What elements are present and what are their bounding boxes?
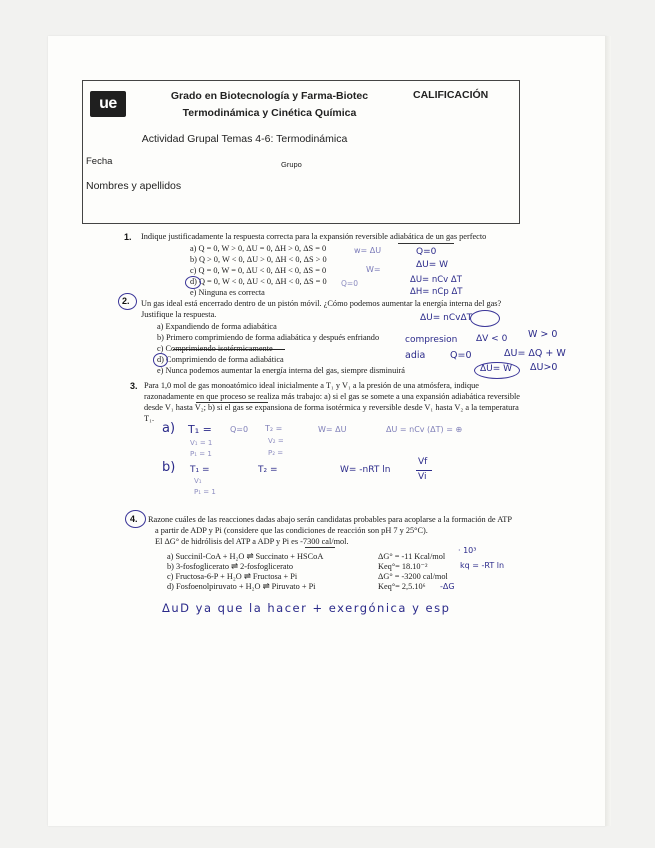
q2-hw-4: W > 0 — [528, 329, 558, 340]
q4-line1: Razone cuáles de las reacciones dadas abajo serán candidatas probables para acoplarse a la formación de ATP — [148, 515, 512, 524]
q1-hw-4: W= — [366, 265, 381, 274]
q1-option-b: b) Q > 0, W < 0, ΔU > 0, ΔH < 0, ΔS > 0 — [190, 255, 327, 264]
date-label: Fecha — [86, 156, 113, 167]
q1-hw-7: Q=0 — [341, 279, 358, 288]
q4-value-a: ΔG° = -11 Kcal/mol — [378, 552, 446, 561]
activity-cell — [83, 127, 406, 153]
q2-hw-6: Q=0 — [450, 350, 472, 361]
q3-hw-bw: W= -nRT ln — [340, 465, 391, 475]
q2-option-e: e) Nunca podemos aumentar la energía interna del gas, siempre disminuirá — [157, 366, 405, 375]
q1-option-c: c) Q = 0, W = 0, ΔU < 0, ΔH < 0, ΔS = 0 — [190, 266, 327, 275]
q4-hw-answer: ΔuD ya que la hacer + exergónica y esp — [162, 601, 451, 615]
q3-hw-t1: T₁ = — [188, 423, 212, 436]
q3-hw-t2: T₂ = — [265, 424, 283, 433]
q4-hw-3: -ΔG — [440, 582, 455, 591]
q2-hw-1: ΔU= nCvΔT — [420, 313, 473, 323]
q3-hw-du: ΔU = nCv (ΔT) = ⊕ — [386, 425, 463, 434]
q1-hw-5: ΔU= nCv ΔT — [410, 275, 462, 285]
q4-line2: a partir de ADP y Pi (considere que las condiciones de reacción son pH 7 y 25°C). — [155, 526, 428, 535]
q4-reaction-b: b) 3-fosfoglicerato ⇌ 2-fosfoglicerato — [167, 562, 294, 571]
q2-option-c: c) Comprimiendo isotérmicamente — [157, 344, 273, 353]
q1-hw-3: ΔU= W — [416, 260, 449, 270]
q3-hw-vi: Vi — [418, 472, 427, 482]
q2-text-line2: Justifique la respuesta. — [141, 310, 217, 319]
q1-option-d: d) Q = 0, W < 0, ΔU < 0, ΔH < 0, ΔS = 0 — [190, 277, 327, 286]
q3-hw-q0: Q=0 — [230, 425, 249, 434]
q3-hw-a: a) — [162, 421, 176, 436]
logo-cell — [83, 81, 133, 127]
q3-line3: desde V₁ hasta V₂; b) si el gas se expansiona de forma isotérmica y reversible desde V₁ hasta V₂ a la temperatura — [144, 403, 519, 412]
grade-label: CALIFICACIÓN — [413, 89, 489, 101]
names-label: Nombres y apellidos — [86, 180, 182, 192]
q3-hw-bt1: T₁ = — [190, 465, 210, 475]
course-title: Termodinámica y Cinética Química — [182, 107, 357, 119]
q4-hw-2: kq = -RT ln — [460, 561, 505, 570]
q3-hw-p2: P₂ = — [268, 449, 284, 457]
q2-hw-circle — [470, 310, 500, 327]
q2-option-d: d) Comprimiendo de forma adiabática — [157, 355, 284, 364]
q1-option-a: a) Q = 0, W > 0, ΔU = 0, ΔH > 0, ΔS = 0 — [190, 244, 327, 253]
q1-option-e: e) Ninguna es correcta — [190, 288, 265, 297]
activity-title: Actividad Grupal Temas 4-6: Termodinámica — [141, 133, 348, 145]
q2-hw-7: ΔU= ΔQ + W — [504, 348, 566, 359]
q4-hw-1: · 10³ — [458, 546, 477, 555]
q2-hw-3: ΔV < 0 — [476, 334, 508, 344]
q3-hw-b: b) — [162, 460, 176, 475]
q1-text: Indique justificadamente la respuesta correcta para la expansión reversible adiabática de un gas perfecto — [141, 232, 487, 241]
q3-hw-v2: V₂ = — [268, 437, 284, 445]
q4-reaction-d: d) Fosfoenolpiruvato + H₂O ⇌ Piruvato + Pi — [167, 582, 316, 591]
q1-underline — [398, 243, 454, 244]
q4-underline — [305, 547, 335, 548]
q3-hw-bt2: T₂ = — [258, 465, 278, 475]
q2-hw-2: compresion — [405, 335, 458, 345]
q2-hw-8: ΔU= W — [480, 364, 513, 374]
q1-number: 1. — [124, 232, 132, 242]
q4-value-d: Keq°= 2,5.10⁶ — [378, 582, 426, 591]
q2-text-line1: Un gas ideal está encerrado dentro de un pistón móvil. ¿Cómo podemos aumentar la energía interna del gas? — [141, 299, 502, 308]
university-logo: ue — [90, 91, 126, 117]
q3-line4: T₁. — [144, 414, 155, 423]
q3-hw-w: W= ΔU — [318, 425, 347, 434]
date-cell — [83, 153, 278, 174]
group-cell — [278, 153, 521, 174]
q2-option-c-strike — [173, 349, 285, 350]
degree-title: Grado en Biotecnología y Farma-Biotec — [170, 90, 369, 102]
q3-hw-bv1: V₁ — [194, 477, 202, 485]
q4-reaction-c: c) Fructosa-6-P + H₂O ⇌ Fructosa + Pi — [167, 572, 298, 581]
q3-line1: Para 1,0 mol de gas monoatómico ideal inicialmente a T₁ y V₁ a la presión de una atmósfera, indique — [144, 381, 479, 390]
q3-number: 3. — [130, 381, 138, 391]
grade-cell — [406, 81, 521, 153]
header-table — [82, 80, 520, 224]
q3-line2: razonadamente en que proceso se realiza más trabajo: a) si el gas se somete a una expansión adiabática reversible — [144, 392, 520, 401]
q2-option-b: b) Primero comprimiendo de forma adiabática y después enfriando — [157, 333, 380, 342]
q3-hw-p1: P₁ = 1 — [190, 450, 212, 458]
q3-hw-fraction-bar — [416, 470, 432, 471]
q2-hw-9: ΔU>0 — [530, 362, 558, 373]
q3-hw-v1: V₁ = 1 — [190, 439, 213, 447]
q4-value-c: ΔG° = -3200 cal/mol — [378, 572, 448, 581]
q2-option-a: a) Expandiendo de forma adiabática — [157, 322, 277, 331]
q4-value-b: Keq°= 18.10⁻² — [378, 562, 428, 571]
q2-hw-circle-2 — [474, 362, 520, 379]
q1-hw-2: Q=0 — [416, 247, 437, 257]
q1-answer-circle — [185, 276, 201, 289]
q1-hw-1: w= ΔU — [354, 246, 382, 255]
group-label: Grupo — [281, 160, 302, 169]
q3-hw-bp1: P₁ = 1 — [194, 488, 216, 496]
q2-answer-circle — [153, 353, 168, 367]
title-cell — [133, 81, 406, 127]
q1-hw-6: ΔH= nCp ΔT — [410, 287, 463, 297]
q4-number: 4. — [130, 514, 138, 524]
q3-hw-vf: Vf — [418, 457, 428, 467]
q4-reaction-a: a) Succinil-CoA + H₂O ⇌ Succinato + HSCoA — [167, 552, 324, 561]
q2-hw-5: adia — [405, 350, 426, 361]
q4-line3: El ΔG° de hidrólisis del ATP a ADP y Pi es -7300 cal/mol. — [155, 537, 349, 546]
paper-edge — [605, 36, 611, 826]
q2-number: 2. — [122, 296, 130, 306]
